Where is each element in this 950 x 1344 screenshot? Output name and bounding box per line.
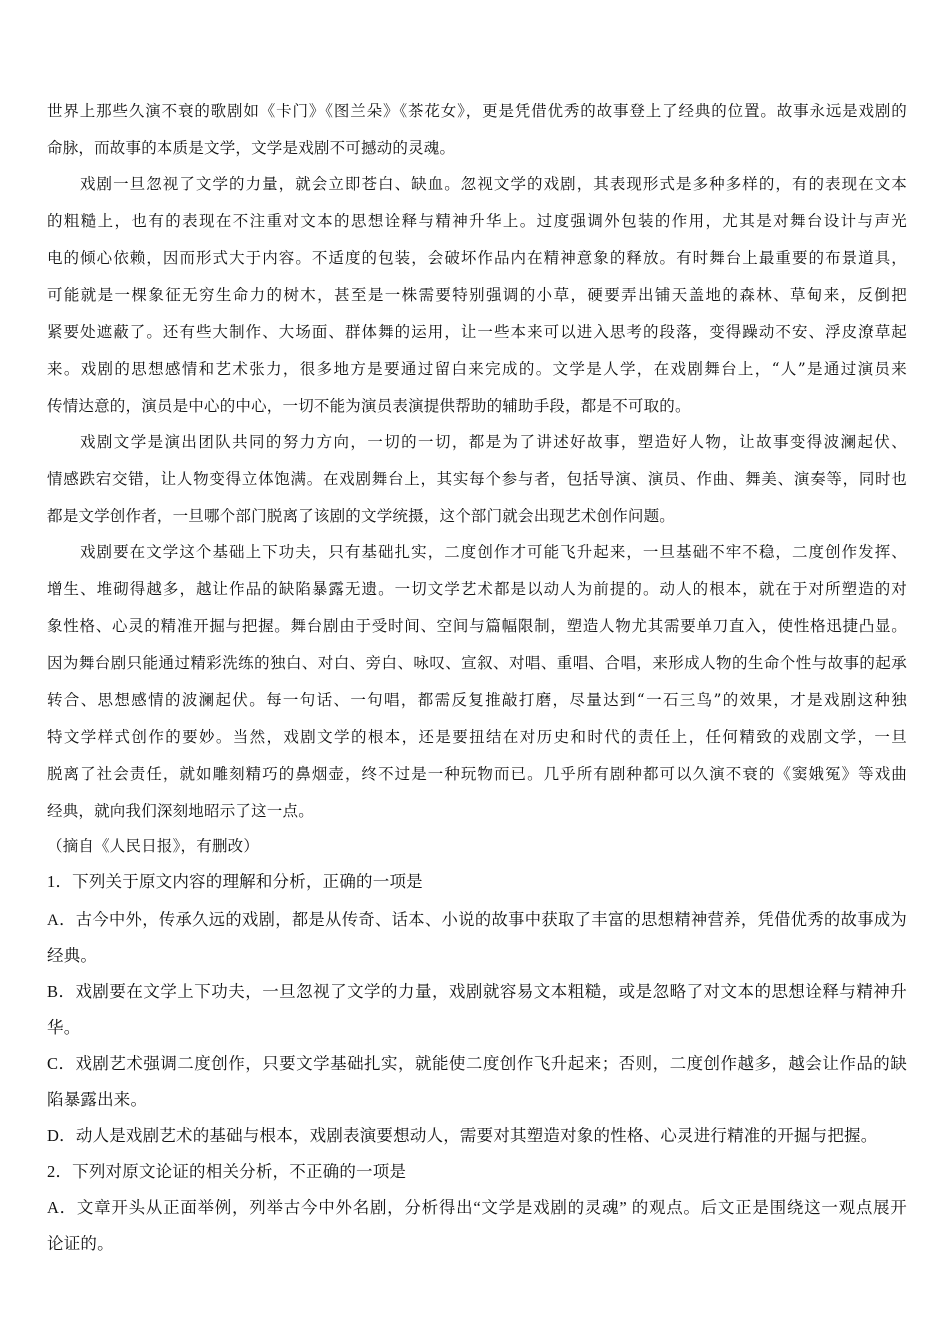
text-line: 传情达意的，演员是中心的中心，一切不能为演员表演提供帮助的辅助手段，都是不可取的。: [47, 397, 691, 415]
question-1-option-c: C．戏剧艺术强调二度创作，只要文学基础扎实，就能使二度创作飞升起来；否则，二度创作越多，越会让作品的缺: [47, 1054, 907, 1073]
question-2-stem: 2．下列对原文论证的相关分析，不正确的一项是: [47, 1162, 407, 1181]
question-2-option-a-cont: 论证的。: [47, 1234, 114, 1253]
question-1-option-b-cont: 华。: [47, 1018, 81, 1037]
text-line: 戏剧要在文学这个基础上下功夫，只有基础扎实，二度创作才可能飞升起来，一旦基础不牢不稳，二度创作发挥、: [80, 543, 907, 561]
text-line: 因为舞台剧只能通过精彩洗练的独白、对白、旁白、咏叹、宣叙、对唱、重唱、合唱，来形成人物的生命个性与故事的起承: [47, 654, 907, 672]
text-line: 可能就是一棵象征无穷生命力的树木，甚至是一株需要特别强调的小草，硬要弄出铺天盖地的森林、草甸来，反倒把: [47, 286, 907, 304]
text-line: 脱离了社会责任，就如雕刻精巧的鼻烟壶，终不过是一种玩物而已。几乎所有剧种都可以久演不衰的《窦娥冤》等戏曲: [47, 765, 907, 783]
text-line: 转合、思想感情的波澜起伏。每一句话、一句唱，都需反复推敲打磨，尽量达到“一石三鸟”的效果，才是戏剧这种独: [47, 691, 907, 709]
question-1-option-a: A．古今中外，传承久远的戏剧，都是从传奇、话本、小说的故事中获取了丰富的思想精神营养，凭借优秀的故事成为: [47, 911, 907, 929]
text-line: 情感跌宕交错，让人物变得立体饱满。在戏剧舞台上，其实每个参与者，包括导演、演员、作曲、舞美、演奏等，同时也: [47, 470, 907, 488]
text-line: 的粗糙上，也有的表现在不注重对文本的思想诠释与精神升华上。过度强调外包装的作用，尤其是对舞台设计与声光: [47, 212, 907, 230]
question-1-option-b: B．戏剧要在文学上下功夫，一旦忽视了文学的力量，戏剧就容易文本粗糙，或是忽略了对文本的思想诠释与精神升: [47, 982, 907, 1001]
text-line: 紧要处遮蔽了。还有些大制作、大场面、群体舞的运用，让一些本来可以进入思考的段落，变得躁动不安、浮皮潦草起: [47, 323, 907, 341]
text-line: 来。戏剧的思想感情和艺术张力，很多地方是要通过留白来完成的。文学是人学，在戏剧舞台上，“人”是通过演员来: [47, 360, 907, 378]
question-1-option-a-cont: 经典。: [47, 946, 98, 965]
text-line: 世界上那些久演不衰的歌剧如《卡门》《图兰朵》《茶花女》，更是凭借优秀的故事登上了经典的位置。故事永远是戏剧的: [47, 102, 907, 120]
question-1-option-d: D．动人是戏剧艺术的基础与根本，戏剧表演要想动人，需要对其塑造对象的性格、心灵进行精准的开掘与把握。: [47, 1126, 878, 1145]
text-line: 电的倾心依赖，因而形式大于内容。不适度的包装，会破坏作品内在精神意象的释放。有时舞台上最重要的布景道具，: [47, 249, 907, 267]
text-line: 都是文学创作者，一旦哪个部门脱离了该剧的文学统摄，这个部门就会出现艺术创作问题。: [47, 507, 676, 525]
question-2-option-a: A．文章开头从正面举例，列举古今中外名剧，分析得出“文学是戏剧的灵魂” 的观点。后文正是围绕这一观点展开: [47, 1198, 907, 1217]
text-line: 象性格、心灵的精准开掘与把握。舞台剧由于受时间、空间与篇幅限制，塑造人物尤其需要单刀直入，使性格迅捷凸显。: [47, 617, 907, 635]
question-1-option-c-cont: 陷暴露出来。: [47, 1090, 148, 1109]
question-1-stem: 1．下列关于原文内容的理解和分析，正确的一项是: [47, 872, 423, 891]
source-citation: （摘自《人民日报》，有删改）: [47, 837, 260, 855]
text-line: 增生、堆砌得越多，越让作品的缺陷暴露无遗。一切文学艺术都是以动人为前提的。动人的根本，就在于对所塑造的对: [47, 580, 907, 598]
text-line: 经典，就向我们深刻地昭示了这一点。: [47, 802, 314, 820]
text-line: 戏剧一旦忽视了文学的力量，就会立即苍白、缺血。忽视文学的戏剧，其表现形式是多种多样的，有的表现在文本: [80, 175, 907, 193]
text-line: 特文学样式创作的要妙。当然，戏剧文学的根本，还是要扭结在对历史和时代的责任上，任何精致的戏剧文学，一旦: [47, 728, 907, 746]
text-line: 命脉，而故事的本质是文学，文学是戏剧不可撼动的灵魂。: [47, 139, 456, 157]
text-line: 戏剧文学是演出团队共同的努力方向，一切的一切，都是为了讲述好故事，塑造好人物，让故事变得波澜起伏、: [80, 433, 907, 451]
